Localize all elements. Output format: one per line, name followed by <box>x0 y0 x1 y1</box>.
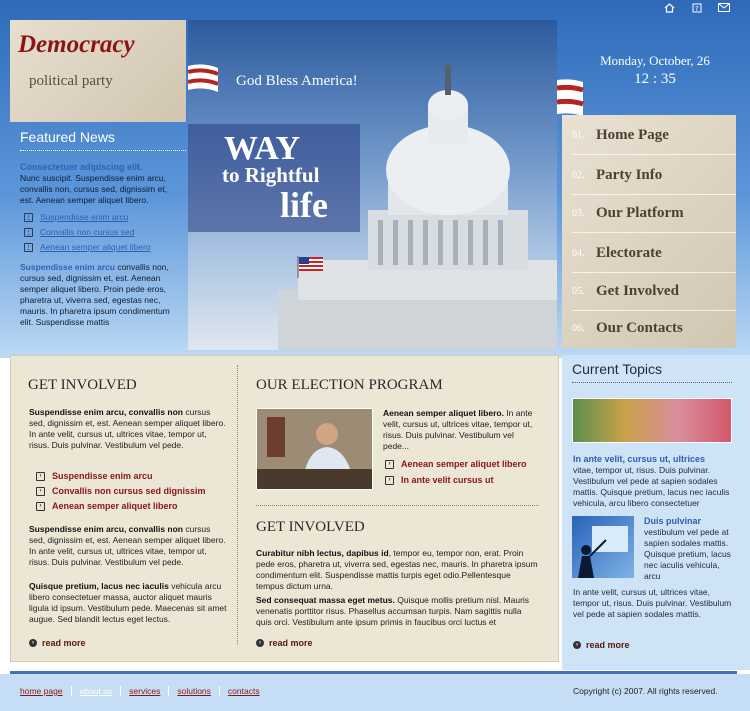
footer-link-about[interactable]: about us <box>72 686 122 696</box>
arrow-icon: › <box>36 472 45 481</box>
current-topics-title: Current Topics <box>572 361 663 377</box>
column-divider <box>237 365 238 645</box>
nav-number: 04. <box>572 248 585 259</box>
copyright: Copyright (c) 2007. All rights reserved. <box>573 686 718 696</box>
hero-headline-way: WAY <box>224 130 301 167</box>
paragraph-bold: Curabitur nibh lectus, dapibus id <box>256 548 389 558</box>
home-icon[interactable] <box>663 3 676 14</box>
read-more-link[interactable] <box>573 640 630 650</box>
link-label[interactable]: Aenean semper aliquet libero <box>52 501 178 511</box>
arrow-icon: › <box>36 502 45 511</box>
arrow-icon: › <box>385 460 394 469</box>
nav-number: 01. <box>572 130 585 141</box>
featured-text: Nunc suscipit. Suspendisse enim arcu, convallis non, cursus sed, dignissim et, est. Aenean semper aliquet libero. <box>20 173 167 205</box>
nav-label[interactable]: Our Platform <box>596 205 684 221</box>
logo-title[interactable]: Democracy <box>18 31 135 58</box>
link-label[interactable]: Aenean semper aliquet libero <box>401 459 527 469</box>
get-involved-title-2: GET INVOLVED <box>256 519 365 535</box>
nav-item-our-platform[interactable] <box>572 195 736 233</box>
topic-text: vitae, tempor ut, risus. Duis pulvinar. Vestibulum vel pede at sapien sodales mattis. Quisque pretium, lacus nec iaculis vehicula, arcu libero consectetuer <box>573 465 730 508</box>
paragraph-body: cursus sed, dignissim et, est. Aenean semper aliquet libero. In ante velit, cursus ut, ultrices vitae, tempor ut, risus. Duis pulvinar. Vestibulum vel pede. <box>29 407 226 450</box>
featured-link-label[interactable]: Convallis non cursus sed <box>40 227 135 237</box>
footer-link-contacts[interactable]: contacts <box>227 686 260 696</box>
nav-number: 05. <box>572 286 585 297</box>
topic-text-3: In ante velit, cursus ut, ultrices vitae, tempor ut, risus. Duis pulvinar. Vestibulum vel pede at sapien sodales mattis. <box>573 587 732 619</box>
arrow-icon: › <box>36 487 45 496</box>
hero-headline-to: to Rightful <box>222 163 320 187</box>
link-label[interactable]: Suspendisse enim arcu <box>52 471 153 481</box>
nav-label[interactable]: Our Contacts <box>596 320 683 336</box>
nav-item-electorate[interactable] <box>572 235 736 273</box>
arrow-icon: › <box>24 243 33 252</box>
nav-number: 02. <box>572 170 585 181</box>
money-image <box>572 398 732 443</box>
nav-item-party-info[interactable] <box>572 157 736 195</box>
logo-subtitle: political party <box>29 73 113 89</box>
read-more-label[interactable]: read more <box>269 638 313 648</box>
paragraph-body: Quisque mollis pretium nisl. Mauris venenatis porttitor risus. Phasellus accumsan turpis. Nam sagittis nulla quis orci. Vestibulum ante ipsum primis in faucibus orci luctus et <box>256 595 530 627</box>
nav-item-get-involved[interactable] <box>572 273 736 311</box>
featured-link[interactable] <box>24 242 151 252</box>
get-involved-paragraph-1 <box>29 407 227 451</box>
featured-text-2 <box>20 262 180 328</box>
link-label[interactable]: Convallis non cursus sed dignissim <box>52 486 206 496</box>
nav-item-our-contacts[interactable] <box>572 310 736 347</box>
paragraph-bold: Aenean semper aliquet libero. <box>383 408 504 418</box>
election-link[interactable] <box>385 475 494 485</box>
presentation-image <box>572 516 634 578</box>
flag-icon <box>188 62 218 96</box>
divider <box>256 505 539 506</box>
paragraph-bold: Sed consequat massa eget metus. <box>256 595 395 605</box>
footer-link-services[interactable]: services <box>121 686 169 696</box>
help-icon[interactable] <box>690 3 703 14</box>
featured-link[interactable] <box>24 227 135 237</box>
svg-text:?: ? <box>694 5 699 13</box>
footer-link-solutions[interactable]: solutions <box>169 686 220 696</box>
paragraph-body: , tempor eu, tempor non, erat. Proin pede eros, pharetra ut, viverra sed, egestas nec, mauris. In pharetra ipsum condimentum elit. Suspendisse mattis turpis eget odio.Pellentesque tempus dictum urna. <box>256 548 538 591</box>
featured-link-label[interactable]: Suspendisse enim arcu <box>40 212 129 222</box>
date-display: Monday, October, 26 <box>600 53 710 68</box>
nav-item-home[interactable] <box>572 117 736 155</box>
read-more-label[interactable]: read more <box>42 638 86 648</box>
read-more-link[interactable] <box>29 638 86 648</box>
read-more-link[interactable] <box>256 638 313 648</box>
hero-headline-life: life <box>280 185 328 225</box>
get-involved-paragraph-3 <box>29 581 227 625</box>
get-involved-link[interactable] <box>36 501 178 511</box>
arrow-icon: › <box>24 228 33 237</box>
nav-number: 06. <box>572 323 585 334</box>
election-paragraph <box>383 408 538 452</box>
election-program-title: OUR ELECTION PROGRAM <box>256 377 443 393</box>
main-nav <box>562 115 736 348</box>
man-at-desk-photo <box>256 408 373 490</box>
get-involved-2-paragraph-1 <box>256 548 538 592</box>
featured-news-title: Featured News <box>20 129 115 145</box>
paragraph-bold: Suspendisse enim arcu, convallis non <box>29 407 183 417</box>
link-label[interactable]: In ante velit cursus ut <box>401 475 494 485</box>
topic-headline-2[interactable]: Duis pulvinar <box>644 516 702 526</box>
nav-label[interactable]: Party Info <box>596 167 663 183</box>
mail-icon[interactable] <box>717 3 730 14</box>
topic-text-2: vestibulum vel pede at sapien sodales mattis. Quisque pretium, lacus nec iaculis vehicula, arcu <box>644 527 731 581</box>
featured-headline-2[interactable]: Suspendisse enim arcu <box>20 262 115 272</box>
paragraph-bold: Quisque pretium, lacus nec iaculis <box>29 581 169 591</box>
featured-link-label[interactable]: Aenean semper aliquet libero <box>40 242 151 252</box>
divider <box>20 150 186 151</box>
get-involved-link[interactable] <box>36 471 153 481</box>
read-more-label[interactable]: read more <box>586 640 630 650</box>
footer-nav <box>20 686 268 696</box>
get-involved-paragraph-2 <box>29 524 227 568</box>
paragraph-bold: Suspendisse enim arcu, convallis non <box>29 524 183 534</box>
get-involved-link[interactable] <box>36 486 206 496</box>
arrow-icon: › <box>573 641 581 649</box>
arrow-icon: › <box>24 213 33 222</box>
arrow-icon: › <box>29 639 37 647</box>
footer-link-home[interactable]: home page <box>20 686 72 696</box>
get-involved-2-paragraph-2 <box>256 595 538 628</box>
divider <box>572 382 732 383</box>
paragraph-body: vehicula arcu libero consectetuer massa, auctor aliquet mauris ligula id ipsum. Vestibulum pede. Maecenas sit amet augue. Sed blandit lectus eget lectus. <box>29 581 227 624</box>
featured-link[interactable] <box>24 212 128 222</box>
topic-headline[interactable]: In ante velit, cursus ut, ultrices <box>573 454 706 464</box>
arrow-icon: › <box>256 639 264 647</box>
get-involved-title: GET INVOLVED <box>28 377 137 393</box>
small-flag-icon <box>296 256 324 278</box>
time-display: 12 : 35 <box>634 71 676 87</box>
election-link[interactable] <box>385 459 527 469</box>
top-icon-bar <box>663 3 730 14</box>
featured-headline[interactable]: Consectetuer adipiscing elit. <box>20 162 143 172</box>
nav-number: 03. <box>572 208 585 219</box>
featured-body-2: convallis non, cursus sed, dignissim et, est. Aenean semper aliquet libero. Proin pede eros, pharetra ut, viverra sed, egestas nec, mauris. In pharetra ipsum condimentum elit. Suspendisse mattis <box>20 262 170 327</box>
nav-label[interactable]: Home Page <box>596 127 669 143</box>
paragraph-body: In ante velit, cursus ut, ultrices vitae, tempor ut, risus. Duis pulvinar. Vestibulum vel pede... <box>383 408 533 451</box>
nav-label[interactable]: Get Involved <box>596 283 679 299</box>
hero-tagline: God Bless America! <box>236 73 358 89</box>
paragraph-body: cursus sed, dignissim et, est. Aenean semper aliquet libero. In ante velit, cursus ut, ultrices vitae, tempor ut, risus. Duis pulvinar. Vestibulum vel pede. <box>29 524 226 567</box>
arrow-icon: › <box>385 476 394 485</box>
nav-label[interactable]: Electorate <box>596 245 662 261</box>
